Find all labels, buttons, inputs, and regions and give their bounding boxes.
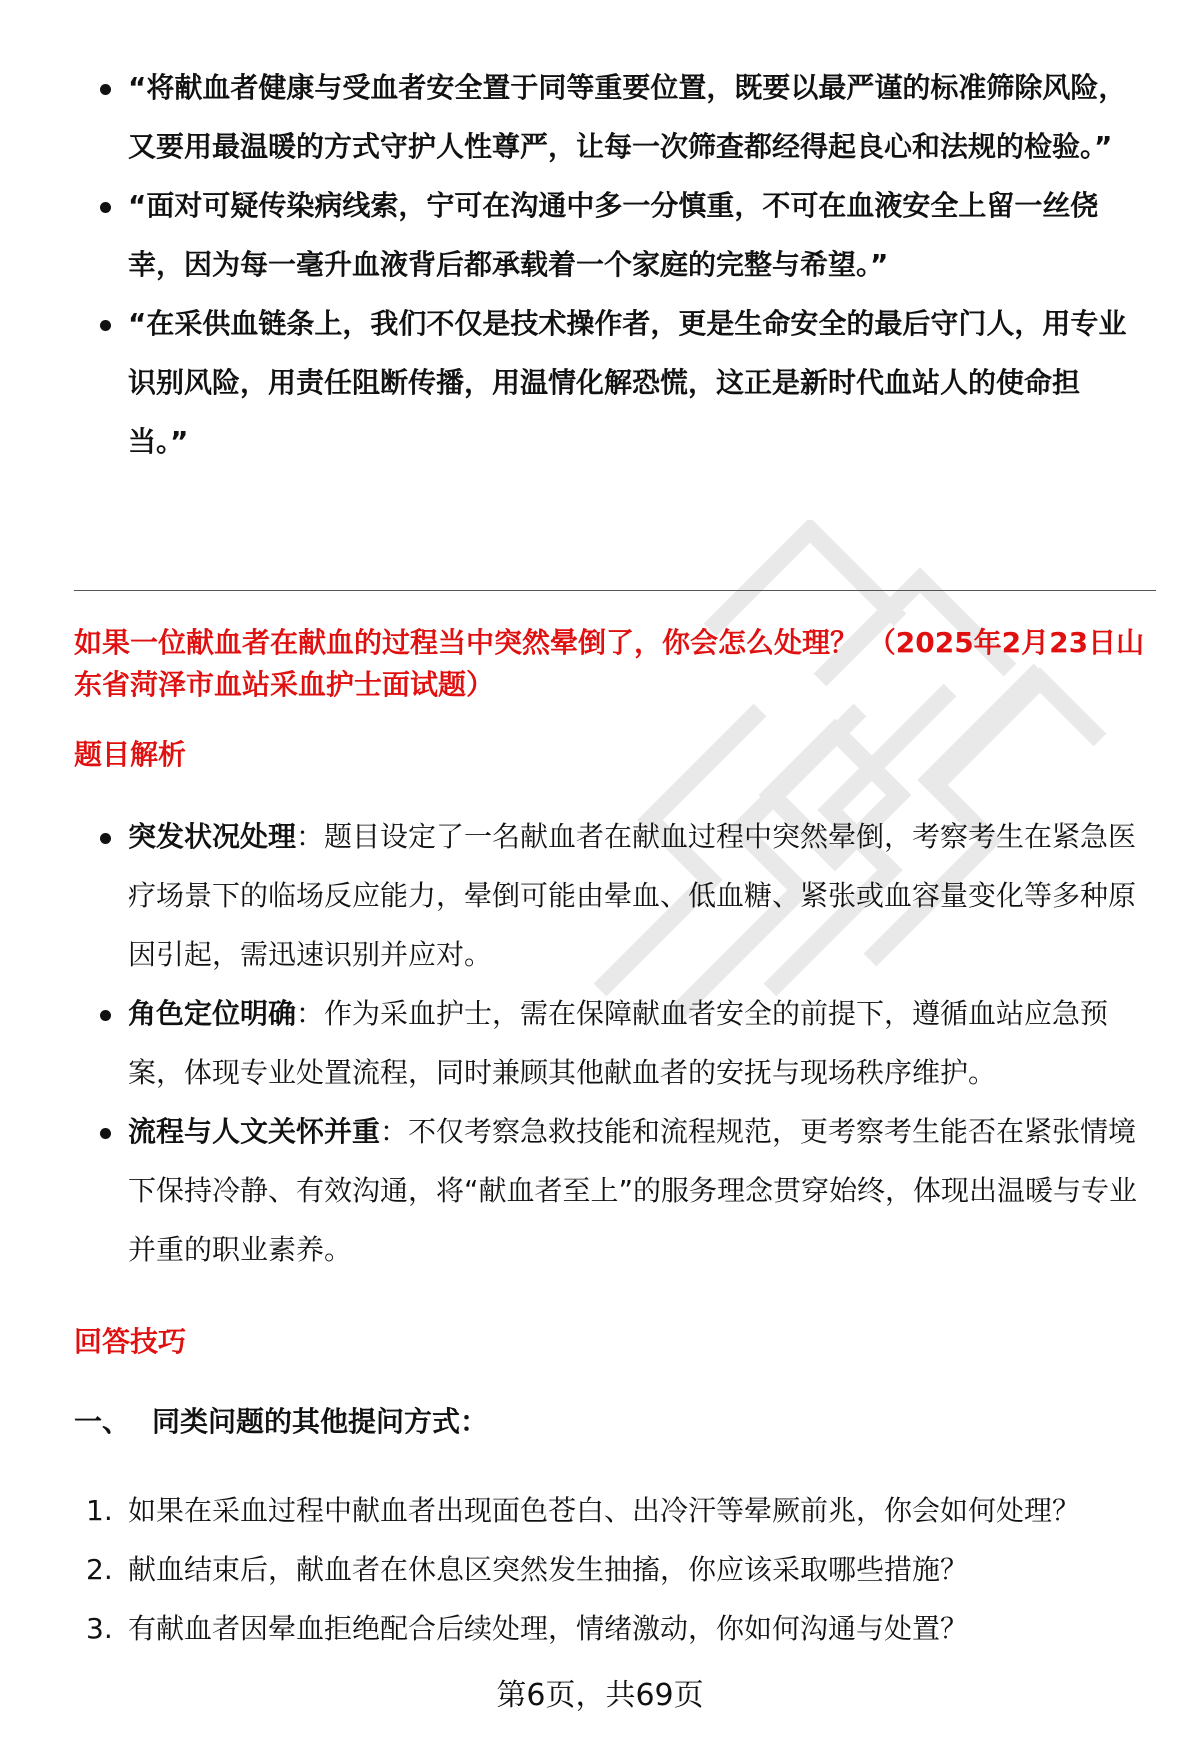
analysis-list [0, 807, 1138, 1279]
section-divider [74, 590, 1156, 591]
analysis-heading: 题目解析 [74, 738, 187, 771]
quote-text: “在采供血链条上，我们不仅是技术操作者，更是生命安全的最后守门人，用专业识别风险，用责任阻断传播，用温情化解恐慌，这正是新时代血站人的使命担当。” [128, 307, 1127, 458]
bullet-icon [100, 202, 111, 213]
analysis-term: 突发状况处理 [128, 820, 297, 853]
bullet-icon [100, 320, 111, 331]
similar-question-item [0, 1481, 1138, 1540]
item-text: 献血结束后，献血者在休息区突然发生抽搐，你应该采取哪些措施？ [128, 1553, 969, 1586]
analysis-term: 角色定位明确 [128, 997, 297, 1030]
item-number: 2. [86, 1553, 113, 1586]
item-text: 如果在采血过程中献血者出现面色苍白、出冷汗等晕厥前兆，你会如何处理？ [128, 1494, 1081, 1527]
quote-item [0, 58, 1138, 176]
quote-item [0, 176, 1138, 294]
tips-subheading [74, 1402, 488, 1442]
question-title: 如果一位献血者在献血的过程当中突然晕倒了，你会怎么处理？ （2025年2月23日山东省菏泽市血站采血护士面试题） [74, 626, 1145, 701]
quotes-list [0, 58, 1138, 471]
subheading-text: 同类问题的其他提问方式： [152, 1405, 489, 1438]
similar-question-item [0, 1540, 1138, 1599]
analysis-text: ：作为采血护士，需在保障献血者安全的前提下，遵循血站应急预案，体现专业处置流程，同时兼顾其他献血者的安抚与现场秩序维护。 [128, 997, 1109, 1089]
subheading-number: 一、 [74, 1405, 131, 1438]
analysis-item [0, 984, 1138, 1102]
similar-questions-list [0, 1481, 1138, 1658]
tips-heading: 回答技巧 [74, 1325, 187, 1358]
analysis-text: ：不仅考察急救技能和流程规范，更考察考生能否在紧张情境下保持冷静、有效沟通，将“献血者至上”的服务理念贯穿始终，体现出温暖与专业并重的职业素养。 [128, 1115, 1138, 1266]
bullet-icon [100, 1010, 111, 1021]
bullet-icon [100, 833, 111, 844]
bullet-icon [100, 84, 111, 95]
quote-text: “面对可疑传染病线索，宁可在沟通中多一分慎重，不可在血液安全上留一丝侥幸，因为每一毫升血液背后都承载着一个家庭的完整与希望。” [128, 189, 1099, 281]
item-number: 1. [86, 1494, 113, 1527]
analysis-text: ：题目设定了一名献血者在献血过程中突然晕倒，考察考生在紧急医疗场景下的临场反应能力，晕倒可能由晕血、低血糖、紧张或血容量变化等多种原因引起，需迅速识别并应对。 [128, 820, 1137, 971]
similar-question-item [0, 1599, 1138, 1658]
quote-item [0, 294, 1138, 471]
bullet-icon [100, 1128, 111, 1139]
quote-text: “将献血者健康与受血者安全置于同等重要位置，既要以最严谨的标准筛除风险，又要用最温暖的方式守护人性尊严，让每一次筛查都经得起良心和法规的检验。” [128, 71, 1127, 163]
analysis-term: 流程与人文关怀并重 [128, 1115, 381, 1148]
item-number: 3. [86, 1612, 113, 1645]
item-text: 有献血者因晕血拒绝配合后续处理，情绪激动，你如何沟通与处置？ [128, 1612, 969, 1645]
page-footer: 第6页，共69页 [496, 1678, 704, 1713]
analysis-item [0, 1102, 1138, 1279]
analysis-item [0, 807, 1138, 984]
